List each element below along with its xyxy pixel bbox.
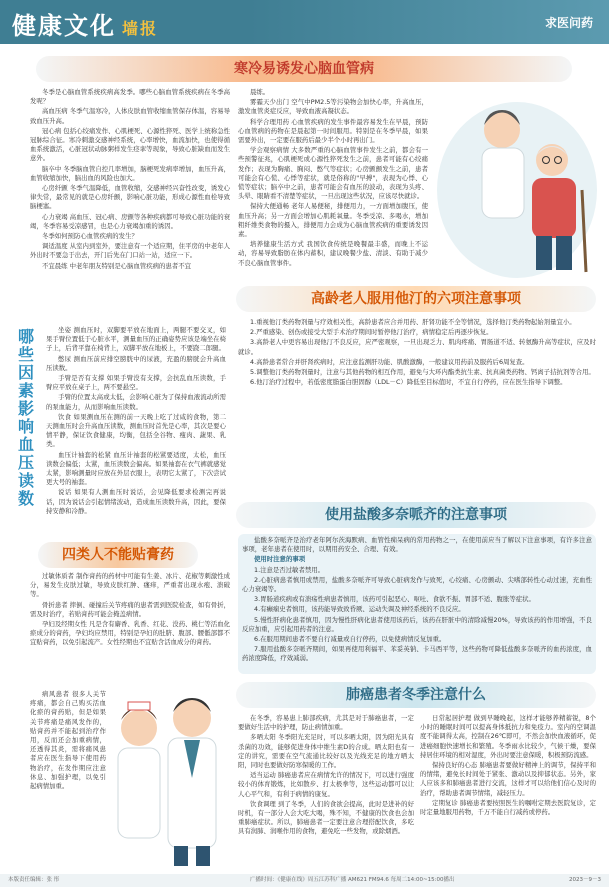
- section3-content: [238, 534, 596, 674]
- para: 手臂的位置太高或太低，会影响心脏为了保持血液流动所需的泵血能力，从而影响血压读数。: [46, 393, 226, 411]
- section2-title: 高龄老人服用他汀的六项注意事项: [236, 286, 596, 312]
- section1-col1: [30, 88, 230, 310]
- section1-title: 寒冷易诱发心脑血管病: [36, 56, 572, 82]
- para: 4.有癫痫史者慎用，该药能导致致昏厥、运动失调及神经系统的不良反应。: [254, 605, 465, 614]
- section1-col2: [238, 88, 428, 280]
- section6-content-narrow: [30, 690, 106, 810]
- para: 3.胃肠道疾病或有溃疡性病患者慎用，该药可引起恶心、呕吐、食欲不振、胃部不适、腹胀等症状。: [254, 595, 535, 604]
- elderly-couple-illustration: [432, 90, 602, 280]
- para: 饮食 如果测血压在测的前一天晚上吃了过咸的食物，第二天测血压时会升高血压读数，测血压时首先是心率，其次是要心情平静，保证饮食健康，均衡，包括全谷物、瘦肉、蔬果、乳类。: [46, 412, 226, 449]
- para: 适当运动 肺癌患者应在病情允许的情况下，可以进行强度较小的体育锻炼，比如散步、打太极拳等，这些运动都可以让人心平气和，有利于病情的康复。: [238, 771, 414, 798]
- page-content: [6, 50, 603, 872]
- footer-broadcast: 广播时间：《健康在线》周五江苏科广播 AM621 FM94.6 每周二14:00~15:00播出: [250, 877, 455, 883]
- para: 定期复诊 肺癌患者要按照医生的嘱咐定期去医院复诊，定时定量地服用药物，千万不能自行减药或停药。: [420, 798, 596, 817]
- para: 血压计袖套的松紧 血压计袖套的松紧要适度，太松，血压读数会偏低；太紧，血压读数会偏高。如果袖套在衣气裤就感觉太紧，影响测量时应放在外层衣服上，表明它太紧了，下次尝试更大号的袖套。: [46, 450, 226, 487]
- para: 高血压病 冬季气温寒冷，人体皮肤血管收缩血管保存体温，容易导致血压升高。: [30, 107, 230, 125]
- para: 冠心病 包括心绞痛发作、心肌梗死、心源性猝死、医学上统称急性冠脉综合征。寒冷刺激交感神经系统，心率增快，血流加快，也使得循血系统激活，心脏冠状动脉粥样发生痉挛等现象，导致心脏缺血而发生意外。: [30, 126, 230, 163]
- para: 5.调整他汀类药物剂量时，注意与其他药物的相互作用，避免与大环内酯类抗生素、抗真菌类药物、钙离子拮抗剂等合用。: [250, 368, 595, 377]
- para: 手臂是否有支撑 如果手臂没有支撑，会抗乱血压读数，手臂应平放在桌子上，两不要悬空。: [46, 374, 226, 392]
- para: 在冬季，容易患上肺部疾病，尤其是对于肺癌患者，一定要做好生活中的护理，防止病情加重。: [238, 714, 414, 732]
- section4-col2: [420, 714, 596, 870]
- para: 培养健康生活方式 我国饮食传统是晚餐最丰盛，而晚上不运动，容易导致脂肪在体内蓄积，建议晚餐少盐、清淡、有助于减少不良心脑血管事件。: [238, 240, 428, 267]
- para: 学会观察病情 大多数严重的心脑血管事件发生之前，都会有一些预警征兆，心肌梗死或心源性猝死发生之前，患者可能有心绞痛发作；表现为胸痛、胸闷、憋气等症状；心房颤颤发生之前，患者可能会有心慌、心悸等症状，就是俗称的"早搏"，表现为心悸、心慌等症状；脑卒中之前，患者可能会有血压的波动，表现为头疼、头晕、眼睛看不清楚等症状，一旦出现这些状况，应该尽快就诊。: [238, 146, 428, 201]
- para: 调适温度 从室内到室外，要注意有一个适应期，住平房的中老年人外出时不要急于出去，开门后先在门口站一站，适应一下。: [30, 242, 230, 260]
- para: 不宜晨练 中老年朋友特别是心脑血管疾病的患者不宜: [42, 261, 192, 270]
- section5-content: [46, 326, 226, 532]
- para: 骨折患者 摔倒、碰撞后关节疼痛的患者需到医院检查，如有骨折，需及时治疗，若贴膏药可能会掩盖病情。: [30, 600, 230, 618]
- brand-title: [12, 6, 158, 41]
- header-bar: [0, 0, 609, 44]
- header-right-label: 求医问药: [544, 16, 593, 30]
- para: 病风患者 很多人关节疼痛，都会自己购买活血化瘀的膏药贴，但是如果关节疼痛是痛风发作的，贴膏药并不能起到治疗作用，反而还会加重病情，还透得其炎，需将痛风患者应在医生指导下使用药物治疗，在发作期应注意休息、加强护理，以免引起病情加重。: [30, 690, 106, 791]
- para: 说话 如果有人测血压时说话，会见降低要求检测完再说话，因为说话会引起情绪波动，造成血压读数升高，因此，要保持安静和冷静。: [46, 488, 226, 515]
- brand-main: 健康文化: [12, 12, 116, 40]
- para: 保持良好的心态 肺癌患者要做好精神上的调节，保持平和的情绪，避免长时间处于紧张、激动以及抑郁状态。另外，家人应该多和肺癌患者进行交流，这样才可以给他们信心及时的治疗，帮助患者调节情绪，减轻压力。: [420, 761, 596, 797]
- footer-bar: [0, 874, 609, 887]
- section4-title: 肺癌患者冬季注意什么: [236, 682, 596, 708]
- para: 5.慢性肝病化患者慎用，因为慢性肝病化患者使用该药后，该药在肝脏中的清除减慢20%，导致该药的作用增强，不良反应加重，应引起用药者的注意。: [242, 615, 592, 633]
- para: 6.在服用期间患者不要自行减量或自行停药，以免使病情反复加重。: [254, 635, 446, 644]
- para: 保持大便通畅 老年人易便秘，排便用力，一方面增加腹压，使血压升高；另一方面会增加心肌耗氧量。冬季受凉、多喝水，增加粗纤维类食物的摄入，排便用力会成为心脑血管疾病的重要诱发因素。: [238, 202, 428, 239]
- section2-content: [238, 318, 596, 494]
- para: 日常起居护理 做到早睡晚起，这样才能够养精蓄锐，8个小时的睡眠时间可以提高身体抵抗力和免疫力。室内的空调温度不能调得太高，控制在26℃即可，不然会加快血液循环，促进癌细胞快速增长和繁殖。冬季雨水比较少，气候干燥，要保持居住环境的相对湿度，外出时要注意保暖，积极预防流感。: [420, 714, 596, 759]
- para: 心房纤颤 冬季气温降低，血管收缩，交感神经兴奋性改变，诱发心律失常，最常见的就是心房纤颤，影响心脏功能，形成心源性血栓导致脑梗塞。: [30, 184, 230, 211]
- para: 孕妇及经期女性 凡是含有麝香、乳香、红花、没药、桃仁等活血化瘀成分的膏药，孕妇均应禁用，特别是孕妇的肚脐、腹部、腰骶部都不宜贴膏药，以免引起流产。女性经期也不宜贴含活血成分的膏药。: [30, 620, 230, 647]
- section4-col1: [238, 714, 414, 870]
- para: 3.高龄老人中更容易出现他汀不良反应，应严密观察，一旦出现乏力、肌肉疼痛、胃肠道不适、转氨酶升高等症状，应及时就诊。: [238, 338, 596, 356]
- para: 多晒太阳 冬季阳光充足时，可以多晒太阳，因为阳光具有杀菌的功效，能够促进身体中维生素D的合成。晒太阳也有一定的讲究，需要在空气流通比较好以及光线充足的地方晒太阳，同时也要做好防寒保暖的工作。: [238, 733, 414, 770]
- section3-title: 使用盐酸多奈哌齐的注意事项: [236, 502, 596, 528]
- footer-editor: 本版责任编辑：张 彤: [8, 877, 60, 883]
- para: 盐酸多奈哌齐是治疗老年阿尔茨海默病、血管性痴呆病的常用药物之一，在使用前应当了解以下注意事项，有许多注意事项，老年患者在使用时，以期用药安全、合理、有效。: [242, 536, 592, 554]
- para: 科学合理用药 心血管疾病的发生事件最容易发生在早晨，预防心血管病的药物在是晨起第一时间服用。特别是在冬季早晨，如果需要外出，一定要在服药后最少半个小时再出门。: [238, 117, 428, 145]
- para: 雾霾天少出门 空气中PM2.5等污染物会加快心率，升高血压，激发血管炎症反应，导致血液高凝状态。: [238, 98, 428, 116]
- para: 2.心脏病患者慎用或禁用，盐酸多奈哌齐可导致心脏病发作与致死，心绞痛、心房颤动、尖嗜部转性心动过速，充血性心力衰竭等。: [242, 575, 592, 594]
- section6-title: 四类人不能贴膏药: [38, 542, 198, 568]
- para: 冬季如何预防心血管疾病的发生？: [42, 232, 138, 241]
- para: 晨练。: [250, 88, 270, 96]
- para: 憋尿 测血压前应排空膀胱中的尿液，充盈的膀胱会升高血压读数。: [46, 354, 226, 372]
- brand-sub: 墙报: [122, 19, 159, 38]
- para: 7.服用盐酸多奈哌齐期间，如果再使用利福平、苯妥英钠、卡马西平等，这些药物可降低盐酸多奈哌齐的血药浓度，血药浓度降低，疗效减弱。: [242, 645, 592, 663]
- section3-heading: 使用时注意的事项: [254, 555, 306, 564]
- para: 冬季是心脑血管系统疾病高发季。哪些心脑血管系统疾病在冬季高发呢？: [30, 88, 230, 106]
- para: 过敏体质者 制作膏药的药材中可能有生姜、冰片、花椒等刺激性成分，易发生皮肤过敏，导致皮肤红肿、瘙痒，严重者出现水疱、溃破等。: [30, 572, 230, 599]
- para: 2.严重感染、创伤或接受大型手术治疗期间时暂停他汀治疗，病情稳定后再逐步恢复。: [250, 328, 493, 337]
- para: 心力衰竭 高血压、冠心病、房颤等各种疾病都可导致心脏功能的衰竭，冬季容易受凉感冒，也是心力衰竭加重的诱因。: [30, 212, 230, 230]
- para: 1.重视他汀类药物剂量与疗效相关性，高龄患者应合并用药、肝肾功能不全等情况，选择他汀类药物起始剂量宜小。: [250, 318, 576, 326]
- doctor-nurse-illustration: [104, 668, 232, 868]
- para: 坐姿 测血压时，双脚要平放在地面上，两腿不要交叉，如果手臂位置低于心脏水平，测量血压的正确姿势应该是端坐在椅子上，后背平靠在椅背上，双脚平放在地板上，不要跷二郎腿。: [46, 326, 226, 353]
- footer-date: 2023－9－3: [569, 877, 601, 883]
- section5-vertical-title: 哪些因素影响血压读数: [17, 327, 34, 508]
- para: 1.注意是否过敏者禁用。: [254, 565, 325, 574]
- para: 脑卒中 冬季脑血管自控几率增加，脑梗死发病率增加，血压升高，血管收缩加快，脑出血的风险也加大。: [30, 164, 230, 182]
- para: 4.高龄患者常合并肝肾疾病时，应注意监测肝功能、肌酸激酶，一般建议用药前及服药后6周复查。: [250, 357, 529, 366]
- para: 6.他汀治疗过程中，若低密度脂蛋白胆固醇（LDL－C）降低至目标值时，不宜自行停药，应在医生指导下调整。: [250, 378, 567, 387]
- para: 饮食调理 到了冬季，人们的食欲会提高，此时是进补的好时机，有一部分人会大吃大喝，殊不知，不健康的饮食也会加重肺癌症状。所以，肺癌患者一定要注意合理搭配饮食，多吃具有润肺、润喉作用的食物，避免吃一些发物，或除烟酒。: [238, 799, 414, 836]
